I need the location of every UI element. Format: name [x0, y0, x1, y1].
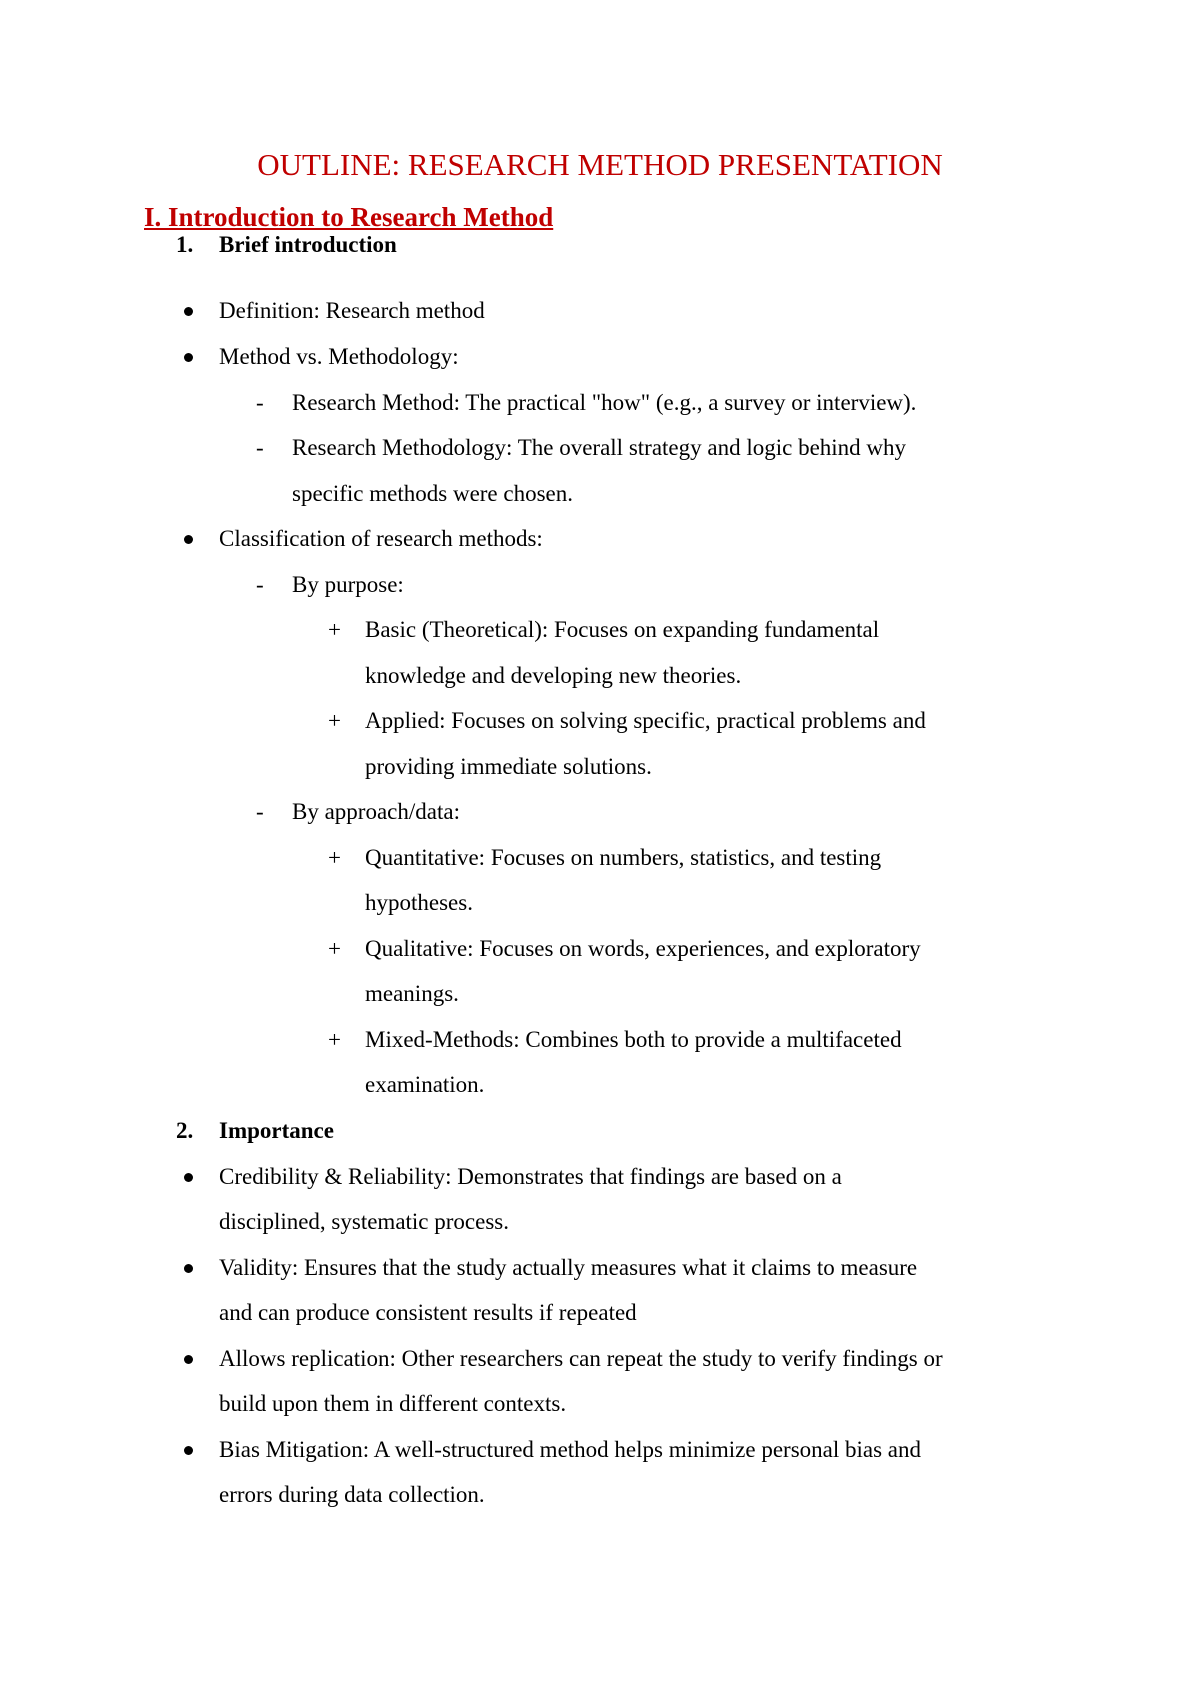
bullet-bias-line1: Bias Mitigation: A well-structured method helps minimize personal bias and — [219, 1437, 922, 1462]
document-title: OUTLINE: RESEARCH METHOD PRESENTATION — [257, 147, 943, 182]
bullet-icon — [184, 535, 193, 544]
bullet-validity-line1: Validity: Ensures that the study actually measures what it claims to measure — [219, 1255, 918, 1280]
dash-by-purpose: By purpose: — [292, 572, 404, 597]
subheading-importance: Importance — [219, 1118, 334, 1143]
bullet-icon — [184, 1446, 193, 1455]
dash-icon: - — [256, 435, 264, 460]
list-number-1: 1. — [176, 232, 194, 257]
plus-mixed-line1: Mixed-Methods: Combines both to provide a multifaceted — [365, 1027, 902, 1052]
bullet-credibility-line2: disciplined, systematic process. — [219, 1209, 509, 1234]
dash-research-methodology-line2: specific methods were chosen. — [292, 481, 574, 506]
list-number-2: 2. — [176, 1118, 194, 1143]
bullet-method-vs-methodology: Method vs. Methodology: — [219, 344, 459, 369]
dash-icon: - — [256, 799, 264, 824]
bullet-replication-line2: build upon them in different contexts. — [219, 1391, 567, 1416]
subheading-brief-introduction: Brief introduction — [219, 232, 397, 257]
bullet-definition: Definition: Research method — [219, 298, 485, 323]
bullet-bias-line2: errors during data collection. — [219, 1482, 485, 1507]
plus-quantitative-line2: hypotheses. — [365, 890, 473, 915]
plus-qualitative-line2: meanings. — [365, 981, 459, 1006]
bullet-classification: Classification of research methods: — [219, 526, 543, 551]
plus-icon: + — [328, 708, 341, 733]
bullet-icon — [184, 1173, 193, 1182]
dash-by-approach: By approach/data: — [292, 799, 460, 824]
plus-mixed-line2: examination. — [365, 1072, 485, 1097]
dash-icon: - — [256, 390, 264, 415]
section-heading-introduction: I. Introduction to Research Method — [144, 202, 554, 232]
bullet-icon — [184, 353, 193, 362]
dash-research-methodology-line1: Research Methodology: The overall strategy and logic behind why — [292, 435, 907, 460]
plus-icon: + — [328, 1027, 341, 1052]
plus-icon: + — [328, 845, 341, 870]
bullet-icon — [184, 1264, 193, 1273]
dash-icon: - — [256, 572, 264, 597]
plus-icon: + — [328, 936, 341, 961]
bullet-credibility-line1: Credibility & Reliability: Demonstrates that findings are based on a — [219, 1164, 842, 1189]
plus-icon: + — [328, 617, 341, 642]
bullet-replication-line1: Allows replication: Other researchers can repeat the study to verify findings or — [219, 1346, 943, 1371]
plus-basic-line2: knowledge and developing new theories. — [365, 663, 742, 688]
plus-qualitative-line1: Qualitative: Focuses on words, experiences, and exploratory — [365, 936, 921, 961]
plus-quantitative-line1: Quantitative: Focuses on numbers, statistics, and testing — [365, 845, 882, 870]
bullet-icon — [184, 1355, 193, 1364]
bullet-validity-line2: and can produce consistent results if repeated — [219, 1300, 637, 1325]
bullet-icon — [184, 307, 193, 316]
plus-applied-line1: Applied: Focuses on solving specific, practical problems and — [365, 708, 926, 733]
plus-basic-line1: Basic (Theoretical): Focuses on expanding fundamental — [365, 617, 880, 642]
plus-applied-line2: providing immediate solutions. — [365, 754, 652, 779]
dash-research-method: Research Method: The practical "how" (e.g., a survey or interview). — [292, 390, 917, 415]
